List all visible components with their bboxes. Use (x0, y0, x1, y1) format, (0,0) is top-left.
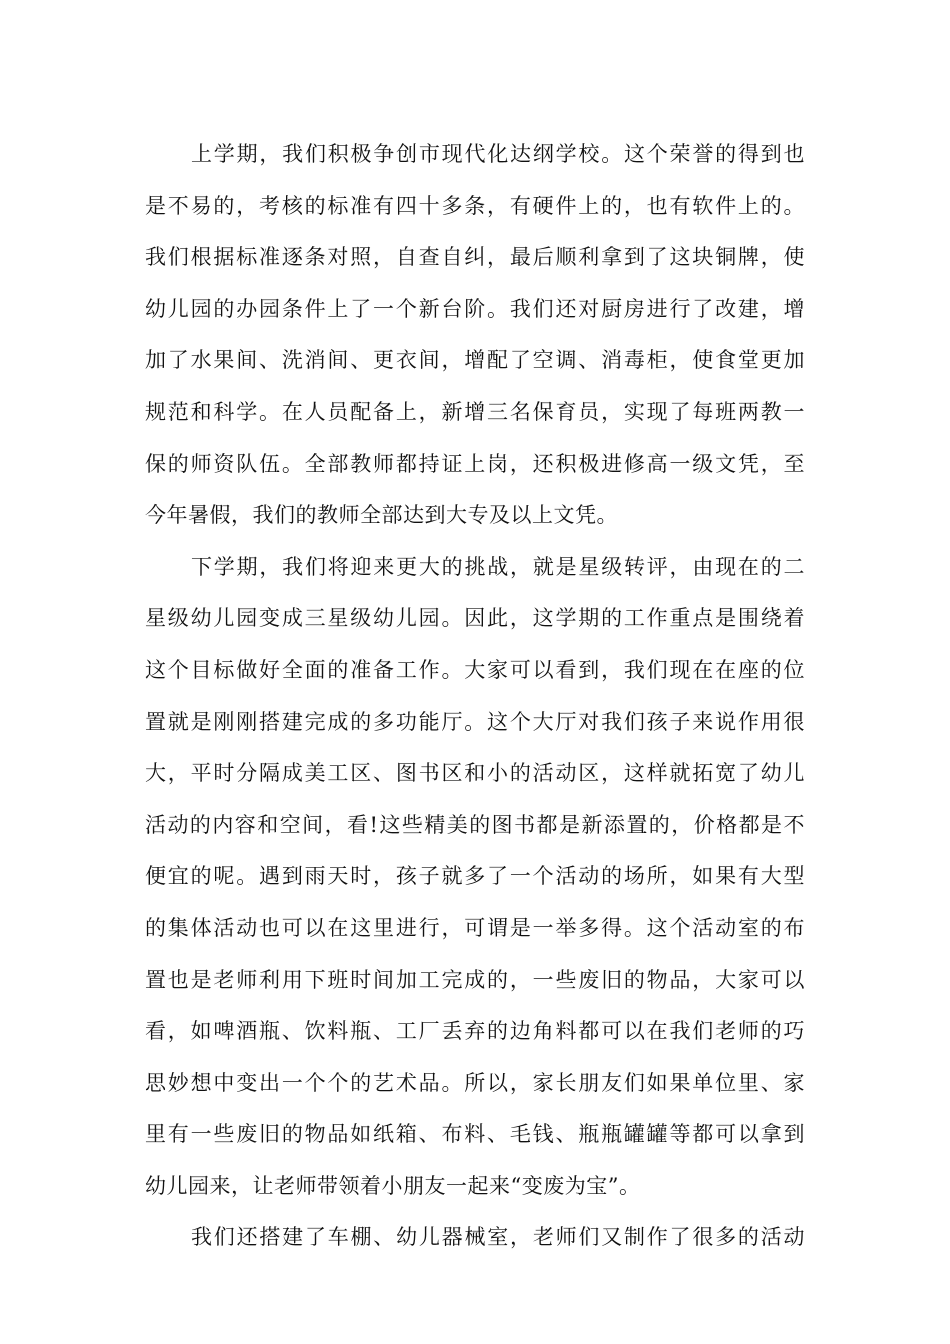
paragraph-1-line-6: 规范和科学。在人员配备上，新增三名保育员，实现了每班两教一 (145, 399, 805, 424)
paragraph-1-line-7: 保的师资队伍。全部教师都持证上岗，还积极进修高一级文凭，至 (145, 451, 805, 476)
paragraph-2-line-9: 置也是老师利用下班时间加工完成的，一些废旧的物品，大家可以 (145, 967, 805, 992)
paragraph-2-line-12: 里有一些废旧的物品如纸箱、布料、毛钱、瓶瓶罐罐等都可以拿到 (145, 1122, 805, 1147)
paragraph-2-line-11: 思妙想中变出一个个的艺术品。所以，家长朋友们如果单位里、家 (145, 1070, 805, 1095)
paragraph-2-line-6: 活动的内容和空间，看!这些精美的图书都是新添置的，价格都是不 (145, 812, 805, 837)
paragraph-2-line-5: 大，平时分隔成美工区、图书区和小的活动区，这样就拓宽了幼儿 (145, 761, 805, 786)
paragraph-2-line-1: 下学期，我们将迎来更大的挑战，就是星级转评，由现在的二 (191, 554, 805, 579)
paragraph-2-line-3: 这个目标做好全面的准备工作。大家可以看到，我们现在在座的位 (145, 657, 805, 682)
paragraph-2-line-7: 便宜的呢。遇到雨天时，孩子就多了一个活动的场所，如果有大型 (145, 864, 805, 889)
paragraph-1-line-2: 是不易的，考核的标准有四十多条，有硬件上的，也有软件上的。 (145, 193, 805, 218)
paragraph-1-line-8: 今年暑假，我们的教师全部达到大专及以上文凭。 (145, 503, 618, 528)
paragraph-1-line-1: 上学期，我们积极争创市现代化达纲学校。这个荣誉的得到也 (191, 142, 805, 166)
paragraph-1-line-4: 幼儿园的办园条件上了一个新台阶。我们还对厨房进行了改建，增 (145, 296, 805, 321)
paragraph-2-line-10: 看，如啤酒瓶、饮料瓶、工厂丢弃的边角料都可以在我们老师的巧 (145, 1019, 805, 1044)
paragraph-2-line-4: 置就是刚刚搭建完成的多功能厅。这个大厅对我们孩子来说作用很 (145, 709, 805, 734)
paragraph-1-line-3: 我们根据标准逐条对照，自查自纠，最后顺利拿到了这块铜牌，使 (145, 245, 805, 270)
paragraph-3-line-1: 我们还搭建了车棚、幼儿器械室，老师们又制作了很多的活动 (191, 1225, 805, 1250)
paragraph-2-line-13: 幼儿园来，让老师带领着小朋友一起来“变废为宝”。 (145, 1173, 641, 1198)
paragraph-2-line-8: 的集体活动也可以在这里进行，可谓是一举多得。这个活动室的布 (145, 915, 805, 940)
body-text (145, 129, 805, 1264)
paragraph-1-line-5: 加了水果间、洗消间、更衣间，增配了空调、消毒柜，使食堂更加 (145, 348, 805, 373)
paragraph-2-line-2: 星级幼儿园变成三星级幼儿园。因此，这学期的工作重点是围绕着 (145, 606, 805, 631)
